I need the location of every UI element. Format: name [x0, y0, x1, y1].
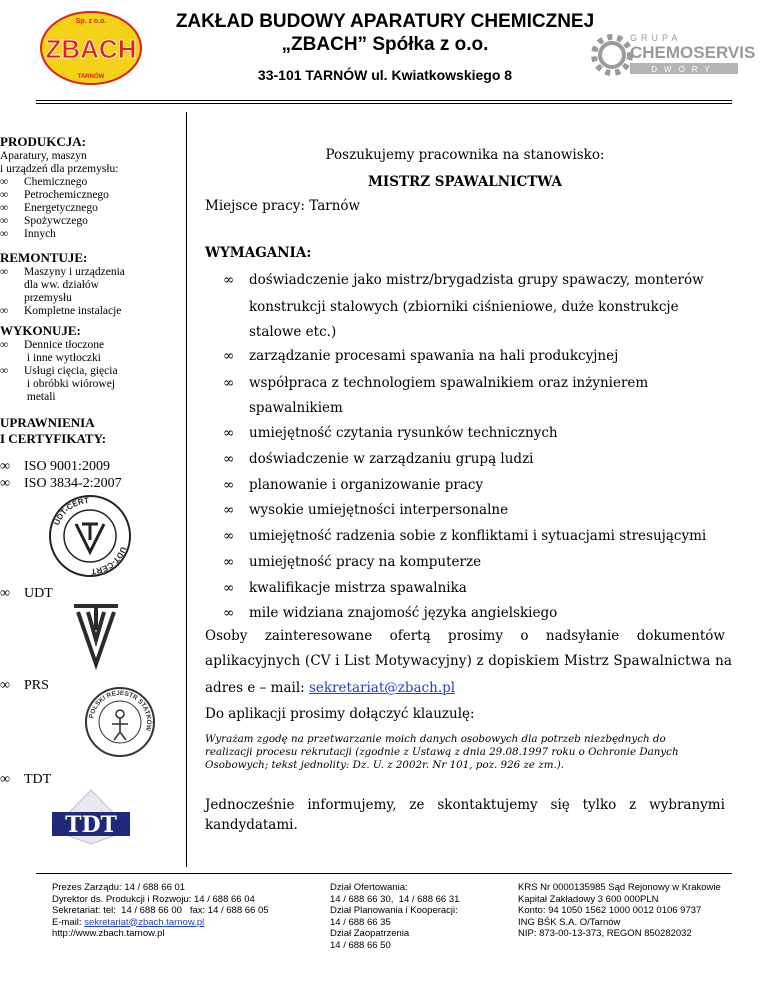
footer-website[interactable]: http://www.zbach.tarnow.pl: [52, 928, 165, 939]
requirements-heading: WYMAGANIA:: [205, 245, 312, 261]
udt-label: ∞ UDT: [0, 585, 185, 602]
footer-line: Dyrektor ds. Produkcji i Rozwoju: 14 / 688 66 04: [52, 893, 255, 905]
footer-line: 14 / 688 66 35: [330, 916, 391, 928]
closing-word: wybranymi: [649, 797, 725, 813]
cert-item: ∞ ISO 3834-2:2007: [0, 475, 185, 492]
header-divider: [36, 100, 732, 101]
apply-word: o: [520, 628, 529, 644]
requirement-text: umiejętność radzenia sobie z konfliktami i sytuacjami stresującymi: [249, 528, 707, 544]
group-name-text: CHEMOSERVIS: [630, 43, 756, 62]
closing-word: się: [550, 797, 570, 813]
produkcja-item: ∞ Innych: [0, 228, 185, 241]
company-name: ZAKŁAD BUDOWY APARATURY CHEMICZNEJ: [175, 11, 595, 32]
produkcja-heading: PRODUKCJA:: [0, 134, 86, 149]
bullet-icon: ∞: [223, 348, 235, 364]
prs-label: ∞ PRS: [0, 677, 185, 694]
footer-line: NIP: 873-00-13-373, REGON 850282032: [518, 928, 692, 939]
remontuje-line: przemysłu: [24, 292, 72, 304]
footer-line: Dział Zaopatrzenia: [330, 928, 410, 939]
udt-cert-ring-text-2: UDT-CERT: [90, 545, 128, 577]
udt-mark-icon: [74, 606, 118, 664]
apply-word: prosimy: [448, 628, 503, 644]
wykonuje-heading: WYKONUJE:: [0, 323, 81, 338]
requirement-text: zarządzanie procesami spawania na hali produkcyjnej: [249, 348, 619, 364]
footer-line: Dział Ofertowania:: [330, 882, 408, 893]
produkcja-item: ∞ Petrochemicznego: [0, 189, 185, 202]
closing-word: z: [629, 797, 637, 813]
prs-logo: [84, 686, 156, 758]
uprawnienia-heading-2: I CERTYFIKATY:: [0, 431, 107, 446]
email-link[interactable]: sekretariat@zbach.pl: [309, 680, 456, 696]
udt-emblem-icon: [76, 524, 104, 552]
footer-email-link[interactable]: sekretariat@zbach.tarnow.pl: [84, 916, 205, 928]
produkcja-item: ∞ Spożywczego: [0, 215, 185, 228]
footer-line: KRS Nr 0000135985 Sąd Rejonowy w Krakowie: [518, 882, 721, 893]
uprawnienia-heading-1: UPRAWNIENIA: [0, 415, 95, 430]
closing-word: tylko: [582, 797, 617, 813]
wykonuje-line: i obróbki wiórowej: [24, 378, 116, 390]
bullet-icon: ∞: [223, 554, 235, 570]
clause-line: realizacji procesu rekrutacji (zgodnie z Ustawą z dnia 29.08.1997 roku o Ochronie Danych: [205, 746, 679, 758]
zbach-logo: [36, 6, 166, 86]
requirement-text: planowanie i organizowanie pracy: [249, 477, 484, 493]
closing-line-1: [205, 797, 725, 813]
produkcja-intro-2: i urządzeń dla przemysłu:: [0, 163, 119, 175]
footer-divider: [36, 873, 732, 874]
bullet-icon: ∞: [223, 451, 235, 467]
sidebar-divider: [186, 112, 187, 867]
bullet-icon: ∞: [223, 580, 235, 596]
udt-logo: [68, 600, 124, 670]
footer-line: Prezes Zarządu: 14 / 688 66 01: [52, 882, 186, 893]
apply-word: Osoby: [205, 628, 248, 644]
cert-list: [0, 458, 185, 492]
sidebar-uprawnienia: [0, 415, 185, 447]
udt-cert-logo: [48, 494, 132, 578]
closing-word: informujemy,: [307, 797, 397, 813]
footer-col-departments: [330, 882, 500, 951]
footer-email-label: E-mail:: [52, 916, 85, 928]
work-location: Miejsce pracy: Tarnów: [205, 198, 361, 214]
prs-ring-text: POLSKI REJESTR STATKÓW: [88, 689, 153, 732]
apply-word: zainteresowane: [264, 628, 373, 644]
requirement-text: kwalifikacje mistrza spawalnika: [249, 580, 467, 596]
consent-clause: [205, 733, 725, 772]
bullet-icon: ∞: [223, 502, 235, 518]
closing-line-2: kandydatami.: [205, 817, 298, 833]
bullet-icon: ∞: [223, 605, 235, 621]
footer-email-line: [52, 917, 312, 929]
bullet-icon: ∞: [223, 477, 235, 493]
company-subtitle: „ZBACH” Spółka z o.o.: [281, 34, 489, 55]
tdt-logo-text: TDT: [65, 812, 117, 838]
requirement-text: stalowe etc.): [249, 324, 337, 340]
apply-line-2: aplikacyjnych (CV i List Motywacyjny) z dopiskiem Mistrz Spawalnictwa na: [205, 653, 733, 669]
remontuje-item: [0, 266, 185, 305]
closing-word: ze: [409, 797, 425, 813]
closing-word: Jednocześnie: [205, 797, 295, 813]
footer-col-contacts: [52, 882, 312, 940]
wykonuje-line: metali: [24, 391, 56, 403]
requirement-text: umiejętność czytania rysunków technicznych: [249, 425, 558, 441]
remontuje-line: ∞ Maszyny i urządzenia: [24, 266, 125, 278]
remontuje-item: [0, 305, 185, 318]
position-title: MISTRZ SPAWALNICTWA: [367, 174, 563, 190]
chemoservis-group-logo: [590, 28, 756, 82]
footer-line: 14 / 688 66 30, 14 / 688 66 31: [330, 893, 460, 905]
requirement-text: wysokie umiejętności interpersonalne: [249, 502, 509, 518]
apply-word: ofertą: [389, 628, 431, 644]
intro-text: Poszukujemy pracownika na stanowisko:: [325, 147, 605, 163]
prs-figure-icon: [112, 710, 128, 740]
remontuje-heading: REMONTUJE:: [0, 250, 88, 265]
footer-col-registration: [518, 882, 758, 940]
logo-top-text: Sp. z o.o.: [75, 18, 107, 25]
wykonuje-item: [0, 365, 185, 404]
footer-line: Sekretariat: tel: 14 / 688 66 00 fax: 14 / 688 66 05: [52, 905, 269, 916]
remontuje-line: dla ww. działów: [24, 279, 99, 291]
requirement-text: doświadczenie w zarządzaniu grupą ludzi: [249, 451, 534, 467]
clause-heading: Do aplikacji prosimy dołączyć klauzulę:: [205, 706, 475, 722]
tdt-logo: [48, 786, 134, 848]
requirement-text: mile widziana znajomość języka angielskiego: [249, 605, 558, 621]
bullet-icon: ∞: [223, 528, 235, 544]
group-dwory-text: DWORY: [651, 65, 717, 74]
bullet-icon: ∞: [223, 425, 235, 441]
udt-cert-ring-text: UDT-CERT: [52, 495, 90, 527]
header-divider-2: [36, 103, 732, 104]
requirement-text: doświadczenie jako mistrz/brygadzista grupy spawaczy, monterów: [249, 272, 704, 288]
sidebar-remontuje: [0, 250, 185, 318]
logo-bottom-text: TARNÓW: [77, 74, 105, 80]
logo-main-text: ZBACH: [45, 34, 137, 64]
clause-line: Osobowych; tekst jednolity: Dz. U. z 2002r. Nr 101, poz. 926 ze zm.).: [205, 759, 565, 771]
bullet-icon: ∞: [223, 272, 235, 288]
wykonuje-line: ∞ Usługi cięcia, gięcia: [24, 365, 118, 377]
wykonuje-line: ∞ Dennice tłoczone: [24, 339, 105, 351]
produkcja-item: ∞ Chemicznego: [0, 176, 185, 189]
wykonuje-line: i inne wytłoczki: [24, 352, 101, 364]
produkcja-item: ∞ Energetycznego: [0, 202, 185, 215]
bullet-icon: ∞: [223, 375, 235, 391]
footer-line: Kapitał Zakładowy 3 600 000PLN: [518, 893, 659, 905]
email-label: adres e – mail:: [205, 680, 309, 696]
remontuje-line: ∞ Kompletne instalacje: [24, 305, 122, 317]
wykonuje-item: [0, 339, 185, 365]
tdt-label: ∞ TDT: [0, 771, 185, 788]
sidebar-wykonuje: [0, 323, 185, 404]
requirement-text: spawalnikiem: [249, 400, 343, 416]
footer-line: Konto: 94 1050 1562 1000 0012 0106 9737: [518, 905, 702, 916]
requirement-text: umiejętność pracy na komputerze: [249, 554, 482, 570]
clause-line: Wyrażam zgodę na przetwarzanie moich danych osobowych dla potrzeb niezbędnych do: [205, 733, 666, 745]
apply-line-1: [205, 628, 725, 644]
apply-word: dokumentów: [636, 628, 725, 644]
footer-line: ING BŚK S.A. O/Tarnów: [518, 916, 621, 928]
requirement-text: konstrukcji stalowych (zbiorniki ciśnieniowe, duże konstrukcje: [249, 299, 679, 315]
cert-item: ∞ ISO 9001:2009: [0, 458, 185, 475]
sidebar-produkcja: [0, 134, 185, 241]
group-grupa-text: GRUPA: [630, 33, 682, 43]
footer-line: 14 / 688 66 50: [330, 939, 391, 951]
requirement-text: współpraca z technologiem spawalnikiem oraz inżynierem: [249, 375, 649, 391]
produkcja-intro-1: Aparatury, maszyn: [0, 150, 87, 162]
apply-word: nadsyłanie: [545, 628, 620, 644]
footer-line: Dział Planowania i Kooperacji:: [330, 905, 458, 916]
company-address: 33-101 TARNÓW ul. Kwiatkowskiego 8: [257, 67, 513, 83]
gear-icon: [594, 37, 630, 73]
closing-word: skontaktujemy: [437, 797, 538, 813]
apply-line-3: [205, 680, 455, 696]
